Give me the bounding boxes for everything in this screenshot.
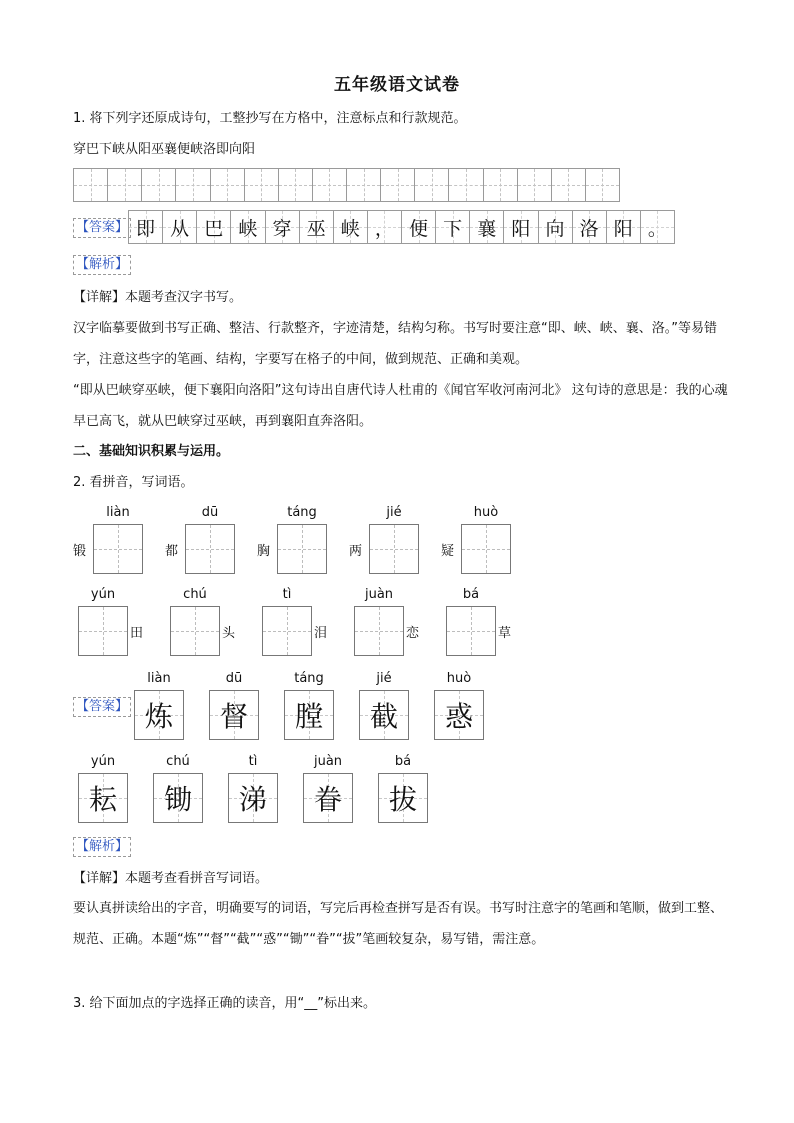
grid-cell[interactable] (586, 169, 619, 201)
pinyin-answer-box[interactable] (185, 524, 235, 574)
q2-detail-text: 本题考查看拼音写词语。 (125, 871, 269, 886)
answer-cell (300, 211, 334, 243)
answer-char: ， (374, 217, 394, 240)
grid-cell[interactable] (176, 169, 210, 201)
grid-cell[interactable] (415, 169, 449, 201)
grid-cell[interactable] (347, 169, 381, 201)
pinyin-label: chú (183, 587, 207, 602)
answer-char: 督 (219, 700, 248, 733)
word-side-char: 胸 (257, 544, 271, 559)
answer-char: 拔 (388, 783, 417, 816)
word-side-char: 田 (130, 626, 144, 641)
pinyin-label: bá (394, 754, 412, 769)
word-side-char: 泪 (314, 626, 328, 641)
section-2-heading: 二、基础知识积累与运用。 (73, 444, 230, 459)
answer-char: 即 (136, 217, 156, 240)
pinyin-label: juàn (313, 754, 343, 769)
answer-char: 便 (409, 217, 429, 240)
answer-char: 涕 (238, 783, 267, 816)
pinyin-label: jié (386, 505, 402, 520)
q1-analysis-tag: 【解析】 (73, 255, 131, 275)
answer-char: 耘 (88, 783, 117, 816)
answer-char: 穿 (272, 217, 292, 240)
grid-cell[interactable] (518, 169, 552, 201)
answer-char-box (134, 690, 184, 740)
answer-cell (641, 211, 674, 243)
answer-char: 襄 (477, 217, 497, 240)
pinyin-label: dū (201, 505, 219, 520)
grid-cell[interactable] (245, 169, 279, 201)
pinyin-label: juàn (364, 587, 394, 602)
grid-cell[interactable] (142, 169, 176, 201)
answer-char: 向 (545, 217, 565, 240)
page-title: 五年级语文试卷 (334, 75, 460, 95)
answer-cell (197, 211, 231, 243)
answer-char: 阳 (613, 217, 633, 240)
q2-answer-tag: 【答案】 (73, 697, 131, 717)
answer-char: 巫 (306, 217, 326, 240)
word-side-char: 头 (222, 626, 236, 641)
pinyin-answer-box[interactable] (369, 524, 419, 574)
answer-char: 截 (369, 700, 398, 733)
pinyin-answer-box[interactable] (446, 606, 496, 656)
q1-explanation-2: “即从巴峡穿巫峡，便下襄阳向洛阳”这句诗出自唐代诗人杜甫的《闻官军收河南河北》 这句诗的意思是：我的心魂早已高飞，就从巴峡穿过巫峡，再到襄阳直奔洛阳。 (73, 383, 728, 429)
answer-cell (402, 211, 436, 243)
answer-char: 阳 (511, 217, 531, 240)
q1-detail-text: 本题考查汉字书写。 (125, 290, 243, 305)
q1-writing-grid[interactable] (73, 168, 620, 202)
grid-cell[interactable] (313, 169, 347, 201)
grid-cell[interactable] (484, 169, 518, 201)
pinyin-label: táng (294, 671, 324, 686)
pinyin-label: táng (287, 505, 317, 520)
answer-cell (231, 211, 265, 243)
answer-char: 膛 (294, 700, 323, 733)
pinyin-answer-box[interactable] (170, 606, 220, 656)
answer-cell (539, 211, 573, 243)
answer-char: 。 (647, 217, 667, 240)
answer-char: 峡 (238, 217, 258, 240)
pinyin-label: liàn (147, 671, 171, 686)
grid-cell[interactable] (552, 169, 586, 201)
word-side-char: 恋 (406, 626, 420, 641)
pinyin-answer-box[interactable] (78, 606, 128, 656)
answer-cell (163, 211, 197, 243)
answer-char: 炼 (144, 700, 173, 733)
answer-cell (368, 211, 402, 243)
word-side-char: 两 (349, 544, 363, 559)
answer-char-box (434, 690, 484, 740)
grid-cell[interactable] (74, 169, 108, 201)
word-side-char: 疑 (441, 544, 455, 559)
q2-prompt: 2. 看拼音，写词语。 (73, 475, 194, 490)
pinyin-label: huò (473, 505, 499, 520)
pinyin-answer-box[interactable] (461, 524, 511, 574)
answer-cell (504, 211, 538, 243)
answer-char: 下 (443, 217, 463, 240)
pinyin-label: tì (282, 587, 292, 602)
grid-cell[interactable] (108, 169, 142, 201)
answer-char-box (78, 773, 128, 823)
grid-cell[interactable] (449, 169, 483, 201)
answer-cell (436, 211, 470, 243)
q2-analysis-tag: 【解析】 (73, 837, 131, 857)
pinyin-label: yún (90, 587, 116, 602)
pinyin-label: bá (462, 587, 480, 602)
pinyin-label: yún (90, 754, 116, 769)
answer-char: 惑 (444, 700, 473, 733)
answer-cell (470, 211, 504, 243)
q3-prompt: 3. 给下面加点的字选择正确的读音，用“__”标出来。 (73, 996, 377, 1011)
pinyin-label: jié (376, 671, 392, 686)
answer-char: 洛 (579, 217, 599, 240)
q1-explanation-1: 汉字临摹要做到书写正确、整洁、行款整齐，字迹清楚，结构匀称。书写时要注意“即、峡、峡、襄、洛。”等易错字，注意这些字的笔画、结构，字要写在格子的中间，做到规范、正确和美观。 (73, 321, 717, 367)
q1-detail-tag: 【详解】 (73, 290, 126, 305)
answer-char: 眷 (313, 783, 342, 816)
pinyin-answer-box[interactable] (354, 606, 404, 656)
answer-char-box (284, 690, 334, 740)
q2-detail (73, 870, 268, 888)
q1-prompt: 1. 将下列字还原成诗句，工整抄写在方格中，注意标点和行款规范。 (73, 111, 467, 126)
q1-scrambled-text: 穿巴下峡从阳巫襄便峡洛即向阳 (73, 142, 256, 157)
answer-cell (573, 211, 607, 243)
answer-char-box (359, 690, 409, 740)
answer-char-box (303, 773, 353, 823)
pinyin-label: huò (446, 671, 472, 686)
pinyin-answer-box[interactable] (277, 524, 327, 574)
answer-cell (334, 211, 368, 243)
answer-char-box (228, 773, 278, 823)
grid-cell[interactable] (381, 169, 415, 201)
q2-explanation: 要认真拼读给出的字音，明确要写的词语，写完后再检查拼写是否有误。书写时注意字的笔画和笔顺，做到工整、规范、正确。本题“炼”“督”“截”“惑”“锄”“眷”“拔”笔画较复杂，易写错，需注意。 (73, 901, 724, 947)
pinyin-label: chú (166, 754, 190, 769)
q1-answer-tag: 【答案】 (73, 218, 131, 238)
answer-cell (607, 211, 641, 243)
q1-answer-grid (128, 210, 675, 244)
answer-char-box (153, 773, 203, 823)
grid-cell[interactable] (211, 169, 245, 201)
word-side-char: 都 (165, 544, 179, 559)
grid-cell[interactable] (279, 169, 313, 201)
word-side-char: 草 (498, 626, 512, 641)
answer-char: 从 (170, 217, 190, 240)
answer-char: 锄 (163, 783, 192, 816)
pinyin-label: tì (248, 754, 258, 769)
pinyin-label: liàn (106, 505, 130, 520)
word-side-char: 锻 (73, 544, 87, 559)
answer-char: 巴 (204, 217, 224, 240)
answer-cell (266, 211, 300, 243)
pinyin-answer-box[interactable] (262, 606, 312, 656)
q1-detail (73, 289, 242, 307)
pinyin-answer-box[interactable] (93, 524, 143, 574)
answer-char-box (209, 690, 259, 740)
answer-char-box (378, 773, 428, 823)
q2-detail-tag: 【详解】 (73, 871, 126, 886)
pinyin-label: dū (225, 671, 243, 686)
answer-cell (129, 211, 163, 243)
answer-char: 峡 (340, 217, 360, 240)
